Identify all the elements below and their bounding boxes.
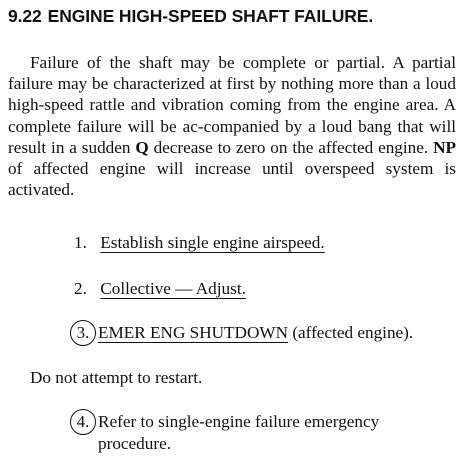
step-3	[98, 322, 413, 343]
step-suffix: (affected engine).	[288, 323, 414, 342]
step-text: Collective — Adjust.	[100, 279, 246, 298]
paragraph-text-2: decrease to zero on the affected engine.	[148, 137, 434, 157]
step-4-circled-number: 4.	[70, 409, 96, 435]
step-3-circled-number: 3.	[70, 320, 96, 346]
np-label: NP	[433, 137, 456, 157]
torque-q: Q	[135, 137, 149, 157]
step-2	[74, 278, 246, 299]
step-4-line-1: Refer to single-engine failure emergency	[98, 412, 380, 431]
step-text: Establish single engine airspeed.	[100, 233, 325, 252]
section-heading	[8, 6, 373, 27]
step-text: EMER ENG SHUTDOWN	[98, 323, 289, 342]
section-title: ENGINE HIGH-SPEED SHAFT FAILURE.	[47, 6, 374, 26]
paragraph-text-1: Failure of the shaft may be complete or partial. A partial failure may be characterized at first by nothing more than a loud high-speed rattle and vibration coming from the engine area. A complete failure will be ac-companied by a loud bang that will result in a sudden	[8, 53, 456, 157]
section-number: 9.22	[8, 6, 42, 26]
step-4-line-2: procedure.	[98, 434, 172, 453]
paragraph-text-3: of affected engine will increase until overspeed system is activated.	[8, 159, 456, 200]
description-paragraph	[8, 52, 456, 200]
restart-note: Do not attempt to restart.	[30, 368, 203, 387]
step-1	[74, 232, 325, 253]
step-number: 2.	[74, 279, 87, 298]
step-number: 1.	[74, 233, 87, 252]
